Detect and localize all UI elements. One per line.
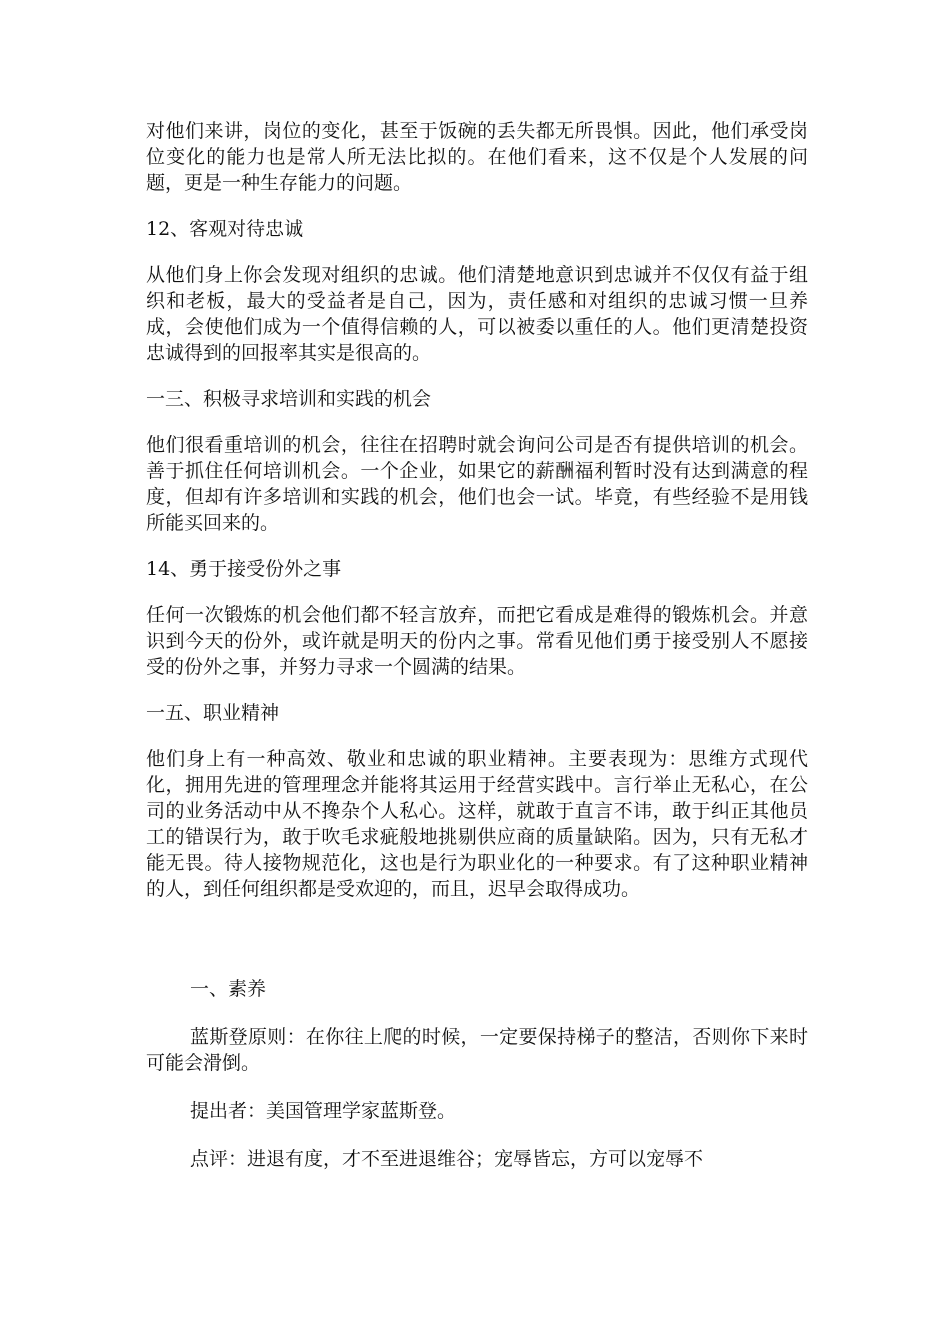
paragraph-professionalism: 他们身上有一种高效、敬业和忠诚的职业精神。主要表现为：思维方式现代化，拥用先进的管理理念并能将其运用于经营实践中。言行举止无私心，在公司的业务活动中从不搀杂个人私心。这样，就敢于直言不讳，敢于纠正其他员工的错误行为，敢于吹毛求疵般地挑剔供应商的质量缺陷。因为，只有无私才能无畏。待人接物规范化，这也是行为职业化的一种要求。有了这种职业精神的人，到任何组织都是受欢迎的，而且，迟早会取得成功。: [146, 748, 808, 900]
heading-15-professionalism: 一五、职业精神: [146, 702, 280, 724]
heading-14-extra-duties: 14、勇于接受份外之事: [146, 558, 342, 580]
section-literacy: [146, 976, 808, 1172]
heading-12-loyalty: 12、客观对待忠诚: [146, 218, 304, 240]
document-page: [146, 118, 808, 1194]
paragraph-comment: 点评：进退有度，才不至进退维谷；宠辱皆忘，方可以宠辱不: [190, 1148, 704, 1170]
paragraph-loyalty: 从他们身上你会发现对组织的忠诚。他们清楚地意识到忠诚并不仅仅有益于组织和老板，最大的受益者是自己，因为，责任感和对组织的忠诚习惯一旦养成，会使他们成为一个值得信赖的人，可以被委以重任的人。他们更清楚投资忠诚得到的回报率其实是很高的。: [146, 264, 808, 364]
paragraph-extra-duties: 任何一次锻炼的机会他们都不轻言放弃，而把它看成是难得的锻炼机会。并意识到今天的份外，或许就是明天的份内之事。常看见他们勇于接受别人不愿接受的份外之事，并努力寻求一个圆满的结果。: [146, 604, 808, 678]
paragraph-job-change: 对他们来讲，岗位的变化，甚至于饭碗的丢失都无所畏惧。因此，他们承受岗位变化的能力也是常人所无法比拟的。在他们看来，这不仅是个人发展的问题，更是一种生存能力的问题。: [146, 120, 808, 194]
heading-13-training: 一三、积极寻求培训和实践的机会: [146, 388, 432, 410]
section-spacer: [146, 922, 808, 976]
heading-literacy: 一、素养: [190, 978, 267, 1000]
paragraph-proposer: 提出者：美国管理学家蓝斯登。: [190, 1100, 457, 1122]
paragraph-training: 他们很看重培训的机会，往往在招聘时就会询问公司是否有提供培训的机会。善于抓住任何培训机会。一个企业，如果它的薪酬福利暂时没有达到满意的程度，但却有许多培训和实践的机会，他们也会一试。毕竟，有些经验不是用钱所能买回来的。: [146, 434, 808, 534]
paragraph-lansden-principle: 蓝斯登原则：在你往上爬的时候，一定要保持梯子的整洁，否则你下来时可能会滑倒。: [146, 1026, 808, 1074]
